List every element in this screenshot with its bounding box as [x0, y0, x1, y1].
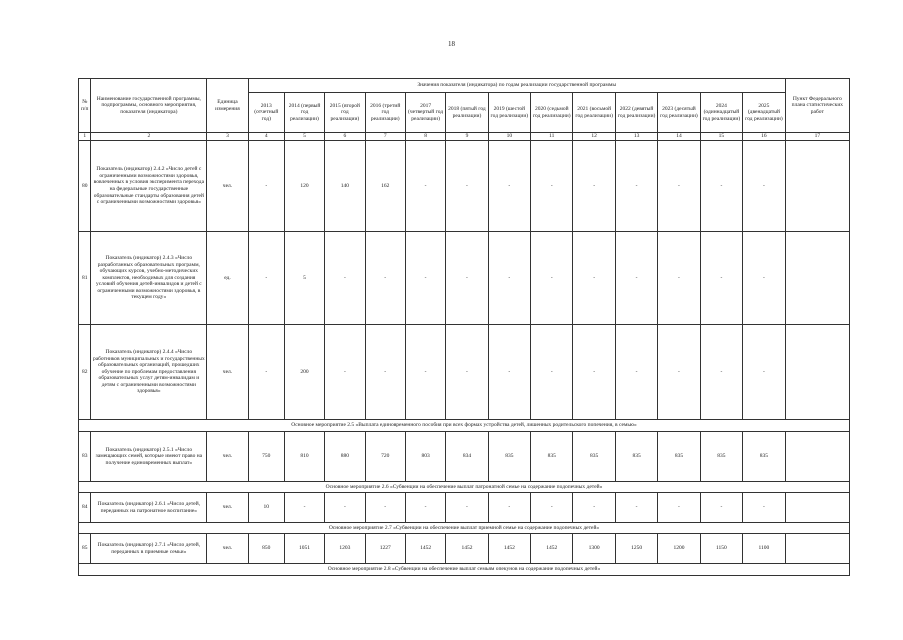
- value-cell: -: [325, 493, 365, 523]
- unit-cell: чел.: [207, 432, 248, 482]
- value-cell: 835: [615, 432, 657, 482]
- value-cell: 835: [700, 432, 742, 482]
- value-cell: -: [531, 141, 573, 232]
- header-year: 2017 (четвертый год реализации): [405, 93, 445, 133]
- value-cell: 120: [284, 141, 324, 232]
- indicators-table: [78, 78, 850, 576]
- value-cell: 850: [248, 534, 284, 564]
- value-cell: -: [615, 232, 657, 325]
- row-number: 81: [79, 232, 91, 325]
- value-cell: -: [325, 232, 365, 325]
- indicator-row: [79, 141, 850, 232]
- value-cell: -: [573, 325, 615, 420]
- value-cell: -: [405, 325, 445, 420]
- indicator-name: Показатель (индикатор) 2.7.1 «Число детей, переданных в приемные семьи»: [91, 534, 207, 564]
- column-number: 13: [615, 133, 657, 141]
- value-cell: 1452: [446, 534, 488, 564]
- value-cell: 1250: [615, 534, 657, 564]
- value-cell: -: [573, 493, 615, 523]
- column-number: 14: [658, 133, 700, 141]
- value-cell: -: [248, 232, 284, 325]
- value-cell: 834: [446, 432, 488, 482]
- section-row: [79, 564, 850, 576]
- value-cell: -: [365, 325, 405, 420]
- indicator-name: Показатель (индикатор) 2.4.4 «Число работников муниципальных и государственных образовательных организаций, прошедших обучение по проблемам предоставления образовательных услуг детям-инвалидам и детям с ограниченными возможностями здоровья»: [91, 325, 207, 420]
- value-cell: 1452: [405, 534, 445, 564]
- value-cell: 1150: [700, 534, 742, 564]
- value-cell: -: [700, 325, 742, 420]
- column-number: 8: [405, 133, 445, 141]
- value-cell: -: [658, 141, 700, 232]
- value-cell: 835: [658, 432, 700, 482]
- value-cell: 162: [365, 141, 405, 232]
- section-row: [79, 482, 850, 493]
- plan-cell: [785, 325, 849, 420]
- value-cell: 1452: [488, 534, 530, 564]
- value-cell: -: [405, 141, 445, 232]
- unit-cell: ед.: [207, 232, 248, 325]
- header-name: Наименование государственной программы, подпрограммы, основного мероприятия, показателя (индикатора): [91, 79, 207, 133]
- value-cell: 1203: [325, 534, 365, 564]
- header-year: 2016 (третий год реализации): [365, 93, 405, 133]
- header-year: 2024 (одиннадцатый год реализации): [700, 93, 742, 133]
- plan-cell: [785, 232, 849, 325]
- value-cell: -: [743, 141, 786, 232]
- value-cell: -: [615, 325, 657, 420]
- value-cell: 720: [365, 432, 405, 482]
- indicator-name: Показатель (индикатор) 2.5.1 «Число замещающих семей, которые имеют право на получение единовременных выплат»: [91, 432, 207, 482]
- value-cell: -: [615, 141, 657, 232]
- section-title: Основное мероприятие 2.5 «Выплата единовременного пособия при всех формах устройства детей, лишенных родительского попечения, в семью»: [79, 420, 850, 432]
- value-cell: -: [488, 493, 530, 523]
- value-cell: -: [573, 141, 615, 232]
- value-cell: -: [658, 493, 700, 523]
- value-cell: 835: [743, 432, 786, 482]
- value-cell: -: [405, 493, 445, 523]
- value-cell: 1300: [573, 534, 615, 564]
- indicator-name: Показатель (индикатор) 2.4.3 «Число разработанных образовательных программ, обучающих курсов, учебно-методических комплектов, необходимых для создания условий обучения детей-инвалидов и детей с ограниченными возможностями здоровья, в текущем году»: [91, 232, 207, 325]
- header-colnum-row: [79, 133, 850, 141]
- value-cell: 835: [488, 432, 530, 482]
- header-year: 2020 (седьмой год реализации): [531, 93, 573, 133]
- value-cell: 140: [325, 141, 365, 232]
- header-year: 2022 (девятый год реализации): [615, 93, 657, 133]
- column-number: 5: [284, 133, 324, 141]
- value-cell: -: [743, 493, 786, 523]
- plan-cell: [785, 141, 849, 232]
- indicator-name: Показатель (индикатор) 2.6.1 «Число детей, переданных на патронатное воспитание»: [91, 493, 207, 523]
- header-num: № п/п: [79, 79, 91, 133]
- header-federal-plan: Пункт Федерального плана статистических работ: [785, 79, 849, 133]
- column-number: 3: [207, 133, 248, 141]
- header-year: 2013 (отчетный год): [248, 93, 284, 133]
- value-cell: -: [446, 325, 488, 420]
- section-row: [79, 523, 850, 534]
- value-cell: 803: [405, 432, 445, 482]
- value-cell: -: [488, 141, 530, 232]
- value-cell: -: [325, 325, 365, 420]
- value-cell: 1051: [284, 534, 324, 564]
- indicator-row: [79, 325, 850, 420]
- indicator-row: [79, 493, 850, 523]
- value-cell: 5: [284, 232, 324, 325]
- header-year: 2025 (двенадцатый год реализации): [743, 93, 786, 133]
- indicator-name: Показатель (индикатор) 2.4.2 «Число детей с ограниченными возможностями здоровья, вовлеченных в условия эксперимента перехода на федеральные государственные образовательные стандарты образования детей с ограниченными возможностями здоровья»: [91, 141, 207, 232]
- unit-cell: чел.: [207, 534, 248, 564]
- column-number: 12: [573, 133, 615, 141]
- row-number: 82: [79, 325, 91, 420]
- value-cell: 200: [284, 325, 324, 420]
- column-number: 10: [488, 133, 530, 141]
- unit-cell: чел.: [207, 325, 248, 420]
- header-year: 2014 (первый год реализации): [284, 93, 324, 133]
- value-cell: 1100: [743, 534, 786, 564]
- column-number: 11: [531, 133, 573, 141]
- value-cell: -: [700, 141, 742, 232]
- section-title: Основное мероприятие 2.6 «Субвенции на обеспечение выплат патронатной семье на содержание подопечных детей»: [79, 482, 850, 493]
- section-title: Основное мероприятие 2.7 «Субвенции на обеспечение выплат приемной семье на содержание подопечных детей»: [79, 523, 850, 534]
- value-cell: -: [615, 493, 657, 523]
- header-year: 2019 (шестой год реализации): [488, 93, 530, 133]
- value-cell: -: [743, 232, 786, 325]
- value-cell: -: [531, 493, 573, 523]
- section-row: [79, 420, 850, 432]
- value-cell: 750: [248, 432, 284, 482]
- value-cell: -: [658, 232, 700, 325]
- value-cell: -: [531, 232, 573, 325]
- header-unit: Единица измерения: [207, 79, 248, 133]
- column-number: 6: [325, 133, 365, 141]
- section-title: Основное мероприятие 2.8 «Субвенции на обеспечение выплат семьям опекунов на содержание подопечных детей»: [79, 564, 850, 576]
- row-number: 85: [79, 534, 91, 564]
- header-year: 2023 (десятый год реализации): [658, 93, 700, 133]
- value-cell: 835: [531, 432, 573, 482]
- value-cell: -: [531, 325, 573, 420]
- value-cell: -: [446, 493, 488, 523]
- column-number: 7: [365, 133, 405, 141]
- indicator-row: [79, 534, 850, 564]
- column-number: 1: [79, 133, 91, 141]
- value-cell: -: [248, 141, 284, 232]
- indicator-row: [79, 432, 850, 482]
- value-cell: -: [405, 232, 445, 325]
- column-number: 17: [785, 133, 849, 141]
- header-year: 2021 (восьмой год реализации): [573, 93, 615, 133]
- value-cell: -: [700, 493, 742, 523]
- value-cell: -: [573, 232, 615, 325]
- column-number: 15: [700, 133, 742, 141]
- column-number: 16: [743, 133, 786, 141]
- value-cell: 1452: [531, 534, 573, 564]
- indicator-row: [79, 232, 850, 325]
- header-values-group: Значения показателя (индикатора) по годам реализации государственной программы: [248, 79, 785, 93]
- header-year: 2015 (второй год реализации): [325, 93, 365, 133]
- value-cell: -: [446, 141, 488, 232]
- header-row-top: [79, 79, 850, 93]
- value-cell: -: [743, 325, 786, 420]
- column-number: 2: [91, 133, 207, 141]
- value-cell: -: [446, 232, 488, 325]
- column-number: 9: [446, 133, 488, 141]
- value-cell: 835: [573, 432, 615, 482]
- value-cell: -: [488, 325, 530, 420]
- value-cell: -: [700, 232, 742, 325]
- value-cell: 10: [248, 493, 284, 523]
- value-cell: -: [365, 493, 405, 523]
- value-cell: 880: [325, 432, 365, 482]
- page-number: 18: [448, 40, 455, 48]
- row-number: 80: [79, 141, 91, 232]
- value-cell: -: [248, 325, 284, 420]
- value-cell: 1200: [658, 534, 700, 564]
- value-cell: -: [365, 232, 405, 325]
- value-cell: 1227: [365, 534, 405, 564]
- plan-cell: [785, 432, 849, 482]
- column-number: 4: [248, 133, 284, 141]
- unit-cell: чел.: [207, 493, 248, 523]
- unit-cell: чел.: [207, 141, 248, 232]
- header-year: 2018 (пятый год реализации): [446, 93, 488, 133]
- plan-cell: [785, 534, 849, 564]
- value-cell: 810: [284, 432, 324, 482]
- value-cell: -: [488, 232, 530, 325]
- plan-cell: [785, 493, 849, 523]
- row-number: 83: [79, 432, 91, 482]
- row-number: 84: [79, 493, 91, 523]
- value-cell: -: [658, 325, 700, 420]
- value-cell: -: [284, 493, 324, 523]
